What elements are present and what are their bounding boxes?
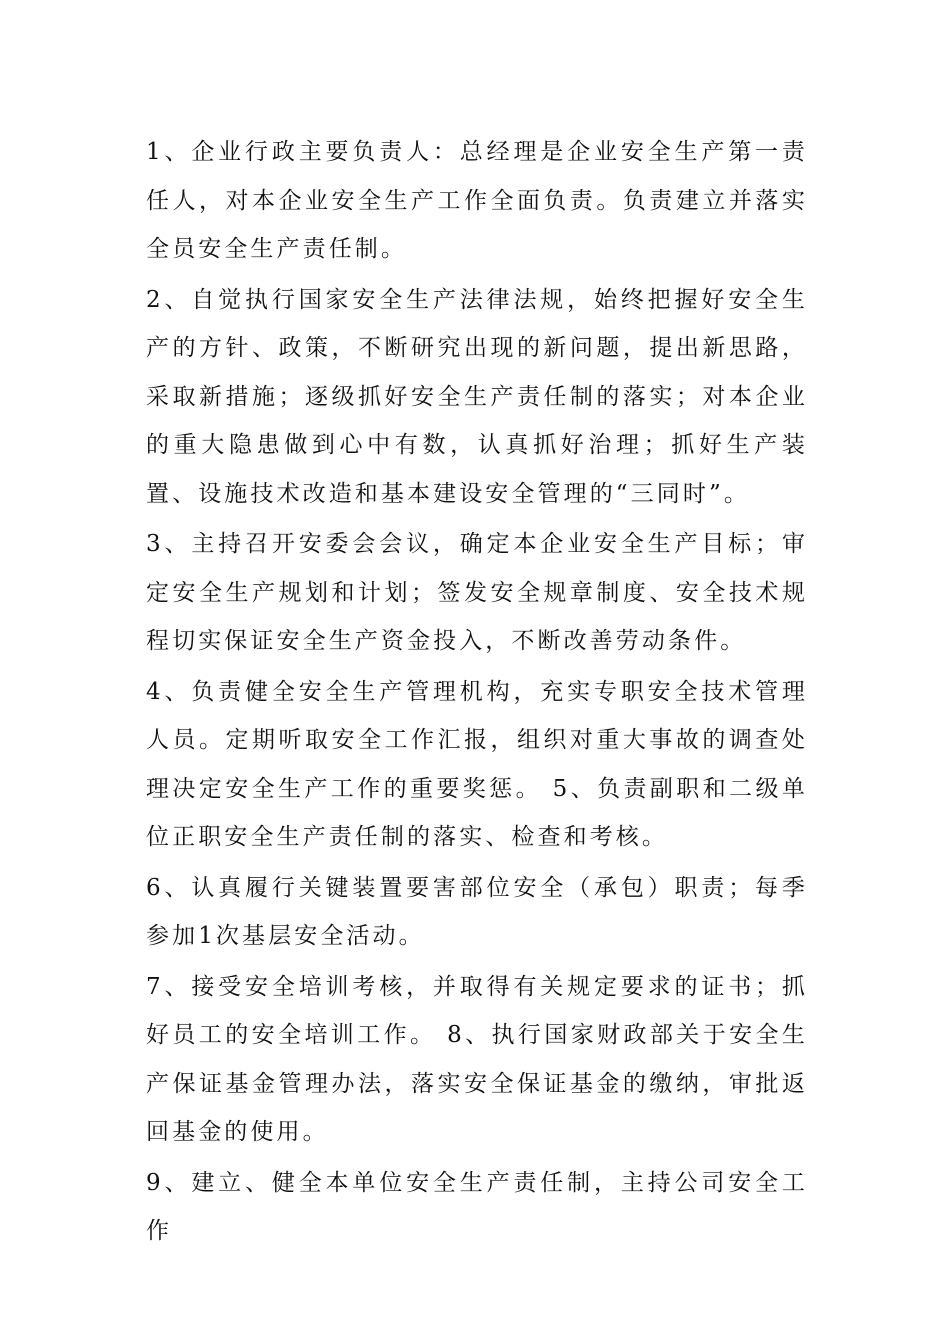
- document-body: [146, 128, 808, 1258]
- paragraph-7: 9、建立、健全本单位安全生产责任制，主持公司安全工作: [146, 1169, 808, 1244]
- paragraph-5: 6、认真履行关键装置要害部位安全（承包）职责；每季参加1次基层安全活动。: [146, 874, 808, 949]
- paragraph-3: 3、主持召开安委会会议，确定本企业安全生产目标；审定安全生产规划和计划；签发安全规章制度、安全技术规程切实保证安全生产资金投入，不断改善劳动条件。: [146, 531, 808, 654]
- paragraph-1: 1、企业行政主要负责人：总经理是企业安全生产第一责任人，对本企业安全生产工作全面负责。负责建立并落实全员安全生产责任制。: [146, 139, 808, 262]
- paragraph-6: 7、接受安全培训考核，并取得有关规定要求的证书；抓好员工的安全培训工作。 8、执行国家财政部关于安全生产保证基金管理办法，落实安全保证基金的缴纳，审批返回基金的使用。: [146, 973, 808, 1145]
- paragraph-4: 4、负责健全安全生产管理机构，充实专职安全技术管理人员。定期听取安全工作汇报，组织对重大事故的调查处理决定安全生产工作的重要奖惩。 5、负责副职和二级单位正职安全生产责任制的落实、检查和考核。: [146, 678, 808, 850]
- paragraph-2: 2、自觉执行国家安全生产法律法规，始终把握好安全生产的方针、政策，不断研究出现的新问题，提出新思路，采取新措施；逐级抓好安全生产责任制的落实；对本企业的重大隐患做到心中有数，认真抓好治理；抓好生产装置、设施技术改造和基本建设安全管理的“三同时”。: [146, 286, 808, 507]
